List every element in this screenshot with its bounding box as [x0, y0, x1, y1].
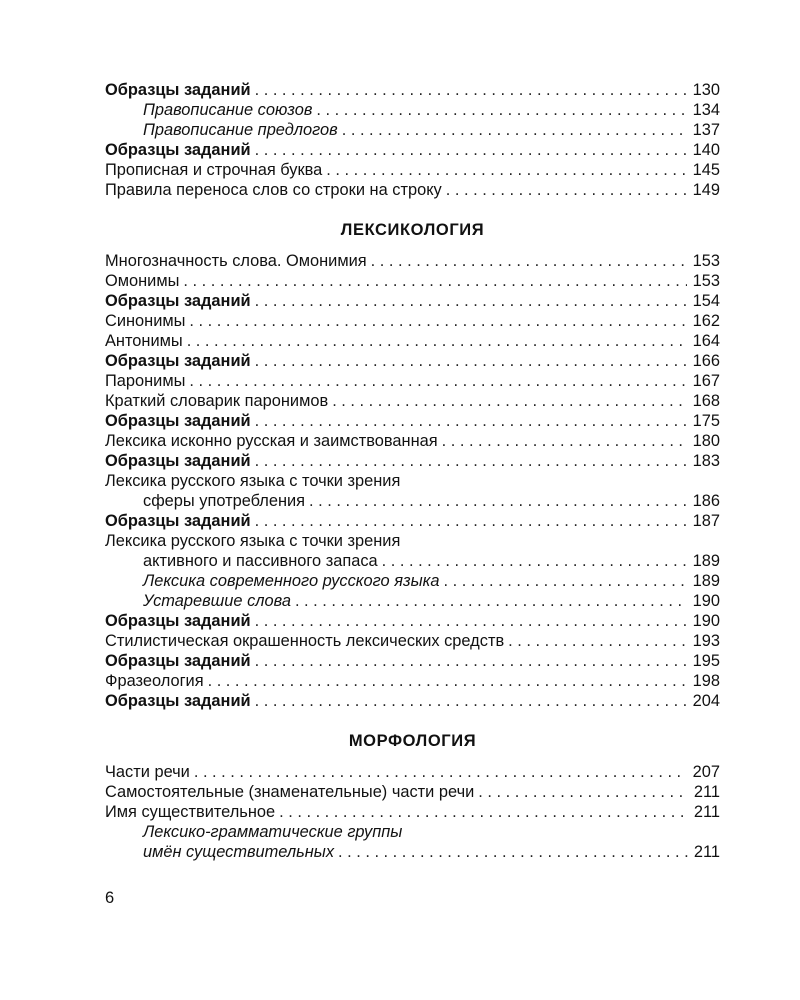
toc-entry	[105, 180, 720, 200]
toc-entry-title: Образцы заданий	[105, 141, 251, 159]
toc-dot-leader	[446, 180, 687, 200]
toc-dot-leader	[508, 631, 686, 651]
toc-entry	[105, 651, 720, 671]
toc-entry-title: Устаревшие слова	[143, 592, 291, 610]
toc-entry-title: Части речи	[105, 763, 190, 781]
toc-dot-leader	[255, 451, 687, 471]
toc-entry	[105, 631, 720, 651]
section-heading-morphology: МОРФОЛОГИЯ	[348, 732, 477, 750]
toc-entry	[105, 782, 720, 802]
toc-entry	[105, 842, 720, 862]
toc-dot-leader	[279, 802, 688, 822]
toc-entry-title: Образцы заданий	[105, 412, 251, 430]
toc-entry	[105, 611, 720, 631]
toc-entry-page: 189	[692, 572, 720, 590]
toc-entry-title: Образцы заданий	[105, 352, 251, 370]
toc-dot-leader	[189, 371, 686, 391]
toc-entry	[105, 351, 720, 371]
toc-entry-title: Образцы заданий	[105, 292, 251, 310]
toc-entry-page: 175	[692, 412, 720, 430]
toc-entry-page: 162	[692, 312, 720, 330]
toc-dot-leader	[382, 551, 687, 571]
toc-entry-page: 189	[692, 552, 720, 570]
toc-dot-leader	[316, 100, 686, 120]
toc-entry-title: активного и пассивного запаса	[143, 552, 378, 570]
toc-dot-leader	[371, 251, 687, 271]
toc-dot-leader	[444, 571, 687, 591]
toc-entry	[105, 271, 720, 291]
toc-entry	[105, 391, 720, 411]
toc-dot-leader	[255, 651, 687, 671]
toc-dot-leader	[208, 671, 687, 691]
toc-entry-title: Образцы заданий	[105, 652, 251, 670]
toc-entry-title: Образцы заданий	[105, 452, 251, 470]
table-of-contents	[105, 80, 720, 862]
toc-entry-page: 153	[692, 252, 720, 270]
toc-entry-page: 140	[692, 141, 720, 159]
toc-entry-title: Лексика современного русского языка	[143, 572, 440, 590]
toc-entry-page: 183	[692, 452, 720, 470]
toc-dot-leader	[255, 411, 687, 431]
toc-entry-page: 130	[692, 81, 720, 99]
toc-entry-page: 186	[692, 492, 720, 510]
toc-entry-page: 145	[692, 161, 720, 179]
toc-entry	[105, 431, 720, 451]
toc-section-orthography-end	[105, 80, 720, 200]
toc-entry	[105, 691, 720, 711]
toc-entry-page: 211	[693, 843, 720, 861]
toc-entry-page: 180	[692, 432, 720, 450]
toc-entry	[105, 140, 720, 160]
toc-entry-title: Синонимы	[105, 312, 186, 330]
toc-entry	[105, 762, 720, 782]
toc-entry-page: 204	[692, 692, 720, 710]
toc-section-lexicology	[105, 251, 720, 711]
toc-entry	[105, 160, 720, 180]
toc-dot-leader	[255, 291, 687, 311]
toc-entry-page: 193	[692, 632, 720, 650]
toc-entry	[105, 251, 720, 271]
toc-entry-title: имён существительных	[143, 843, 335, 861]
toc-entry-title: Лексика русского языка с точки зрения	[105, 532, 401, 550]
toc-entry-page: 167	[692, 372, 720, 390]
toc-entry-page: 149	[692, 181, 720, 199]
toc-entry	[105, 471, 720, 491]
toc-dot-leader	[342, 120, 687, 140]
toc-dot-leader	[189, 311, 686, 331]
toc-dot-leader	[255, 511, 687, 531]
toc-entry	[105, 80, 720, 100]
toc-entry	[105, 291, 720, 311]
toc-entry-page: 207	[692, 763, 720, 781]
toc-entry	[105, 451, 720, 471]
toc-entry	[105, 802, 720, 822]
toc-entry	[105, 531, 720, 551]
toc-dot-leader	[338, 842, 688, 862]
toc-entry	[105, 491, 720, 511]
toc-entry-title: Лексика русского языка с точки зрения	[105, 472, 401, 490]
toc-entry-page: 211	[693, 803, 720, 821]
toc-entry-title: Омонимы	[105, 272, 180, 290]
toc-section-morphology	[105, 762, 720, 862]
page-number: 6	[105, 889, 115, 907]
toc-entry-page: 166	[692, 352, 720, 370]
toc-entry-title: Фразеология	[105, 672, 204, 690]
toc-entry-page: 134	[692, 101, 720, 119]
toc-entry	[105, 571, 720, 591]
toc-entry	[105, 511, 720, 531]
toc-entry-page: 168	[692, 392, 720, 410]
toc-entry-title: сферы употребления	[143, 492, 306, 510]
toc-entry-title: Имя существительное	[105, 803, 276, 821]
toc-entry	[105, 822, 720, 842]
toc-entry-title: Правописание предлогов	[143, 121, 338, 139]
toc-entry-page: 190	[692, 612, 720, 630]
toc-dot-leader	[442, 431, 687, 451]
toc-entry-title: Многозначность слова. Омонимия	[105, 252, 367, 270]
toc-dot-leader	[332, 391, 686, 411]
toc-dot-leader	[255, 611, 687, 631]
toc-entry-page: 154	[692, 292, 720, 310]
toc-entry	[105, 671, 720, 691]
toc-entry	[105, 371, 720, 391]
toc-entry-title: Образцы заданий	[105, 81, 251, 99]
toc-entry-title: Образцы заданий	[105, 512, 251, 530]
toc-entry	[105, 331, 720, 351]
toc-entry-title: Образцы заданий	[105, 692, 251, 710]
toc-entry	[105, 100, 720, 120]
toc-entry	[105, 311, 720, 331]
toc-entry-title: Антонимы	[105, 332, 183, 350]
toc-dot-leader	[187, 331, 687, 351]
toc-entry	[105, 591, 720, 611]
toc-dot-leader	[183, 271, 686, 291]
toc-dot-leader	[295, 591, 687, 611]
toc-entry-page: 198	[692, 672, 720, 690]
toc-entry-title: Стилистическая окрашенность лексических средств	[105, 632, 505, 650]
toc-dot-leader	[255, 140, 687, 160]
toc-dot-leader	[255, 351, 687, 371]
toc-entry-page: 164	[692, 332, 720, 350]
toc-entry	[105, 551, 720, 571]
toc-entry-page: 137	[692, 121, 720, 139]
toc-entry-title: Правила переноса слов со строки на строку	[105, 181, 442, 199]
toc-entry-title: Образцы заданий	[105, 612, 251, 630]
toc-entry-title: Прописная и строчная буква	[105, 161, 323, 179]
toc-dot-leader	[326, 160, 686, 180]
toc-dot-leader	[255, 691, 687, 711]
toc-entry-page: 211	[693, 783, 720, 801]
toc-entry-title: Краткий словарик паронимов	[105, 392, 329, 410]
toc-entry-title: Лексико-грамматические группы	[143, 823, 403, 841]
toc-entry-page: 153	[692, 272, 720, 290]
toc-entry-title: Правописание союзов	[143, 101, 313, 119]
toc-entry-title: Паронимы	[105, 372, 186, 390]
toc-dot-leader	[309, 491, 687, 511]
toc-entry	[105, 411, 720, 431]
toc-entry-page: 187	[692, 512, 720, 530]
toc-entry-title: Лексика исконно русская и заимствованная	[105, 432, 438, 450]
toc-dot-leader	[255, 80, 687, 100]
toc-dot-leader	[194, 762, 687, 782]
toc-entry	[105, 120, 720, 140]
toc-entry-title: Самостоятельные (знаменательные) части речи	[105, 783, 475, 801]
toc-entry-page: 195	[692, 652, 720, 670]
section-heading-lexicology: ЛЕКСИКОЛОГИЯ	[340, 221, 485, 239]
toc-entry-page: 190	[692, 592, 720, 610]
toc-dot-leader	[478, 782, 688, 802]
